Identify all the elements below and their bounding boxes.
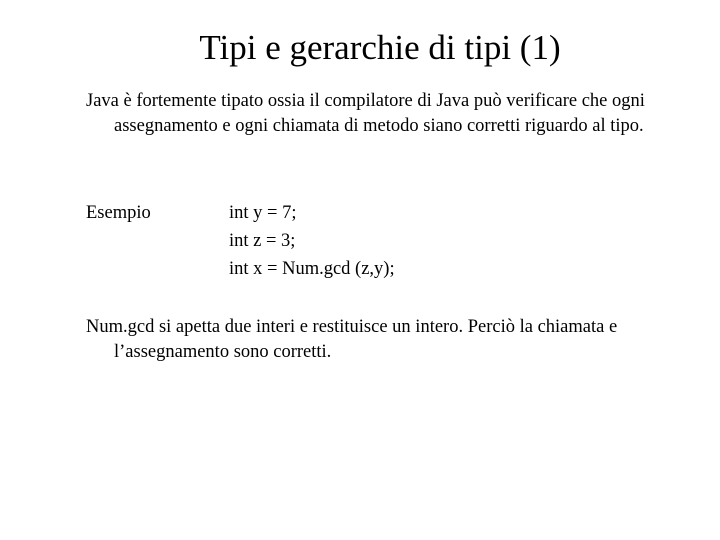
explanation-paragraph: Num.gcd si apetta due interi e restituisce un intero. Perciò la chiamata e l’assegnamento sono corretti. — [86, 317, 618, 362]
code-line: int y = 7; — [229, 203, 297, 223]
intro-paragraph: Java è fortemente tipato ossia il compilatore di Java può verificare che ogni assegnamento e ogni chiamata di metodo siano corretti riguardo al tipo. — [86, 91, 645, 136]
example-label: Esempio — [86, 203, 151, 223]
code-line: int x = Num.gcd (z,y); — [229, 259, 395, 279]
code-example — [229, 199, 395, 283]
slide-title: Tipi e gerarchie di tipi (1) — [199, 28, 561, 67]
code-line: int z = 3; — [229, 231, 296, 251]
